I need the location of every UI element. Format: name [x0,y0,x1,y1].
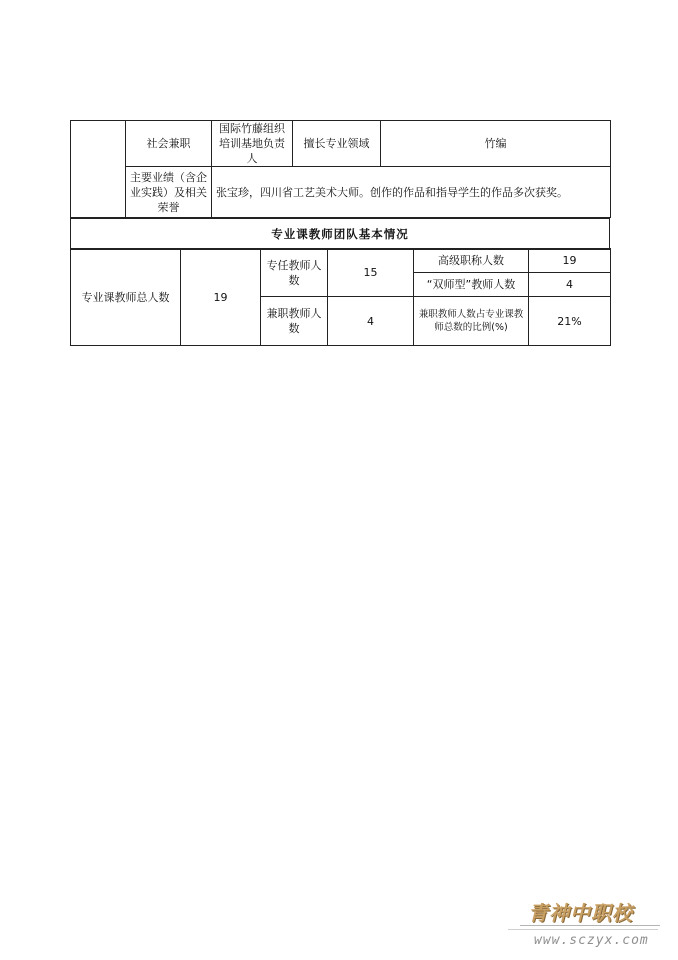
social-part-time-row [71,121,611,167]
achievements-label: 主要业绩（含企业实践）及相关荣誉 [126,167,212,218]
total-label: 专业课教师总人数 [71,249,181,346]
dual-value: 4 [529,273,611,297]
team-heading: 专业课教师团队基本情况 [71,219,610,250]
total-value: 19 [181,249,261,346]
achievements-row [71,167,611,218]
ratio-value: 21% [529,297,611,346]
social-part-time-value: 国际竹藤组织培训基地负责人 [212,121,293,167]
parttime-label: 兼职教师人数 [261,297,328,346]
fulltime-value: 15 [328,249,414,297]
expertise-value: 竹编 [381,121,611,167]
social-part-time-label: 社会兼职 [126,121,212,167]
team-heading-table [70,218,610,250]
watermark-url: www.sczyx.com [534,933,649,948]
watermark [498,895,668,955]
teacher-info-table [70,120,611,218]
dual-label: “双师型”教师人数 [414,273,529,297]
team-row-1 [71,249,611,273]
watermark-divider [520,925,660,926]
blank-cell [71,121,126,218]
achievements-value: 张宝珍，四川省工艺美术大师。创作的作品和指导学生的作品多次获奖。 [212,167,611,218]
parttime-value: 4 [328,297,414,346]
team-table [70,248,611,346]
fulltime-label: 专任教师人数 [261,249,328,297]
senior-label: 高级职称人数 [414,249,529,273]
watermark-title: 青神中职校 [528,901,633,925]
expertise-label: 擅长专业领域 [293,121,381,167]
senior-value: 19 [529,249,611,273]
watermark-divider [508,929,658,930]
ratio-label: 兼职教师人数占专业课教师总数的比例(%) [414,297,529,346]
